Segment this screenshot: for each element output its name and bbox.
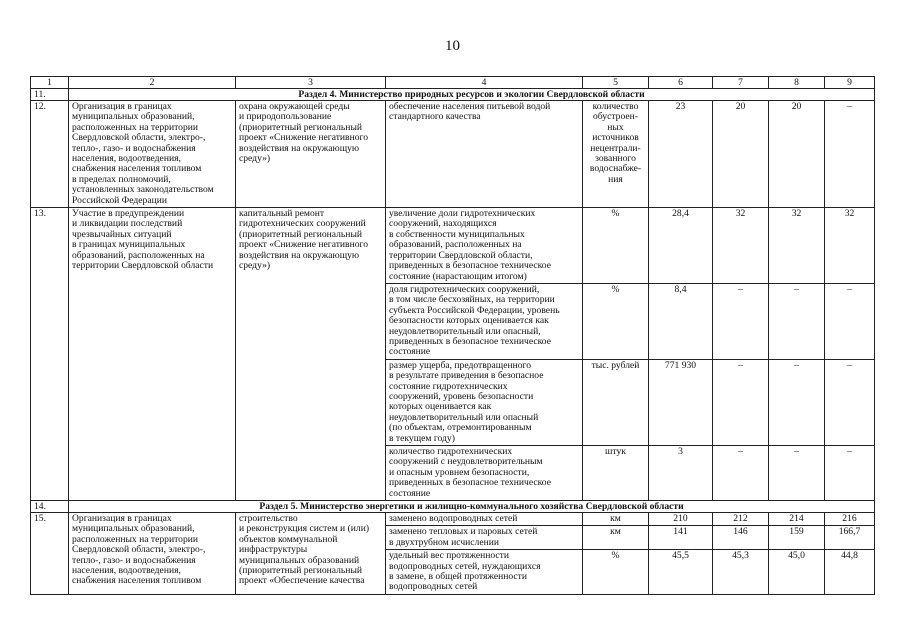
row-15-value-8-1: 214 <box>769 513 825 526</box>
row-12-value-7: 20 <box>713 101 769 208</box>
row-13-unit-3: тыс. рублей <box>583 359 649 445</box>
row-15-item-1 <box>31 513 875 526</box>
row-15-indicator-2: заменено тепловых и паровых сетей в двухтрубном исчислении <box>386 526 583 550</box>
row-12-value-6: 23 <box>649 101 713 208</box>
row-15-unit-1: км <box>583 513 649 526</box>
row-12 <box>31 101 875 208</box>
row-13-direction: капитальный ремонт гидротехнических сооружений (приоритетный региональный проект «Снижение негативного воздействия на окружающую среду») <box>236 208 386 501</box>
row-13-value-9-1: 32 <box>825 208 875 284</box>
row-13-value-8-1: 32 <box>769 208 825 284</box>
row-13-value-8-3: – <box>769 359 825 445</box>
row-13-indicator-2: доля гидротехнических сооружений, в том числе бесхозяйных, на территории субъекта Российской Федерации, уровень безопасности которых оценивается как неудовлетворительный или опасный, приведенных в безопасное техническое состояние <box>386 283 583 359</box>
row-15-value-7-1: 212 <box>713 513 769 526</box>
header-cell-8: 8 <box>769 77 825 89</box>
row-15-value-6-2: 141 <box>649 526 713 550</box>
row-15-value-6-1: 210 <box>649 513 713 526</box>
row-15-value-8-3: 45,0 <box>769 550 825 595</box>
row-13-unit-4: штук <box>583 446 649 501</box>
row-12-indicator: обеспечение населения питьевой водой стандартного качества <box>386 101 583 208</box>
section-4-row <box>31 89 875 101</box>
row-13-item-1 <box>31 208 875 284</box>
row-13-value-9-2: – <box>825 283 875 359</box>
row-12-unit: количество обустроен- ных источников нецентрали- зованного водоснабже- ния <box>583 101 649 208</box>
row-15-task: Организация в границах муниципальных образований, расположенных на территории Свердловской области, электро-, тепло-, газо- и водоснабжения населения, водоотведения, снабжения населения топливом <box>69 513 236 595</box>
page-number: 10 <box>445 38 460 54</box>
header-cell-9: 9 <box>825 77 875 89</box>
row-12-direction: охрана окружающей среды и природопользование (приоритетный региональный проект «Снижение негативного воздействия на окружающую среду») <box>236 101 386 208</box>
row-15-value-8-2: 159 <box>769 526 825 550</box>
row-15-number: 15. <box>31 513 69 595</box>
header-row <box>31 77 875 89</box>
row-15-value-6-3: 45,5 <box>649 550 713 595</box>
row-12-value-9: – <box>825 101 875 208</box>
row-13-value-7-1: 32 <box>713 208 769 284</box>
row-13-value-9-4: – <box>825 446 875 501</box>
row-13-value-9-3: – <box>825 359 875 445</box>
row-13-value-6-3: 771 930 <box>649 359 713 445</box>
header-cell-7: 7 <box>713 77 769 89</box>
section-4-number: 11. <box>31 89 69 101</box>
row-13-value-6-1: 28,4 <box>649 208 713 284</box>
header-cell-1: 1 <box>31 77 69 89</box>
row-15-value-9-1: 216 <box>825 513 875 526</box>
row-13-indicator-4: количество гидротехнических сооружений с неудовлетворительным и опасным уровнем безопасности, приведенных в безопасное техническое состояние <box>386 446 583 501</box>
row-15-unit-2: км <box>583 526 649 550</box>
section-5-title: Раздел 5. Министерство энергетики и жилищно-коммунального хозяйства Свердловской области <box>69 501 875 513</box>
row-13-value-6-2: 8,4 <box>649 283 713 359</box>
row-13-value-6-4: 3 <box>649 446 713 501</box>
row-13-value-8-2: – <box>769 283 825 359</box>
indicators-table <box>30 76 875 595</box>
row-15-direction: строительство и реконструкция систем и (или) объектов коммунальной инфраструктуры муниципальных образований (приоритетный региональный проект «Обеспечение качества <box>236 513 386 595</box>
row-13-task: Участие в предупреждении и ликвидации последствий чрезвычайных ситуаций в границах муниципальных образований, расположенных на территории Свердловской области <box>69 208 236 501</box>
section-5-row <box>31 501 875 513</box>
row-15-unit-3: % <box>583 550 649 595</box>
header-cell-4: 4 <box>386 77 583 89</box>
row-12-task: Организация в границах муниципальных образований, расположенных на территории Свердловской области, электро-, тепло-, газо- и водоснабжения населения, водоотведения, снабжения населения топливом в пределах полномочий, установленных законодательством Российской Федерации <box>69 101 236 208</box>
row-15-indicator-3: удельный вес протяженности водопроводных сетей, нуждающихся в замене, в общей протяженности водопроводных сетей <box>386 550 583 595</box>
row-13-indicator-3: размер ущерба, предотвращенного в результате приведения в безопасное состояние гидротехнических сооружений, уровень безопасности которых оценивается как неудовлетворительный или опасный (по объектам, отремонтированным в текущем году) <box>386 359 583 445</box>
row-13-value-7-2: – <box>713 283 769 359</box>
row-13-number: 13. <box>31 208 69 501</box>
section-5-number: 14. <box>31 501 69 513</box>
row-13-unit-1: % <box>583 208 649 284</box>
row-15-value-9-3: 44,8 <box>825 550 875 595</box>
header-cell-2: 2 <box>69 77 236 89</box>
header-cell-3: 3 <box>236 77 386 89</box>
row-15-value-7-3: 45,3 <box>713 550 769 595</box>
header-cell-6: 6 <box>649 77 713 89</box>
row-12-value-8: 20 <box>769 101 825 208</box>
row-13-unit-2: % <box>583 283 649 359</box>
row-15-value-9-2: 166,7 <box>825 526 875 550</box>
row-13-value-7-3: – <box>713 359 769 445</box>
section-4-title: Раздел 4. Министерство природных ресурсов и экологии Свердловской области <box>69 89 875 101</box>
header-cell-5: 5 <box>583 77 649 89</box>
row-12-number: 12. <box>31 101 69 208</box>
row-13-indicator-1: увеличение доли гидротехнических сооружений, находящихся в собственности муниципальных образований, расположенных на территории Свердловской области, приведенных в безопасное техническое состояние (нарастающим итогом) <box>386 208 583 284</box>
row-13-value-7-4: – <box>713 446 769 501</box>
row-13-value-8-4: – <box>769 446 825 501</box>
row-15-value-7-2: 146 <box>713 526 769 550</box>
row-15-indicator-1: заменено водопроводных сетей <box>386 513 583 526</box>
